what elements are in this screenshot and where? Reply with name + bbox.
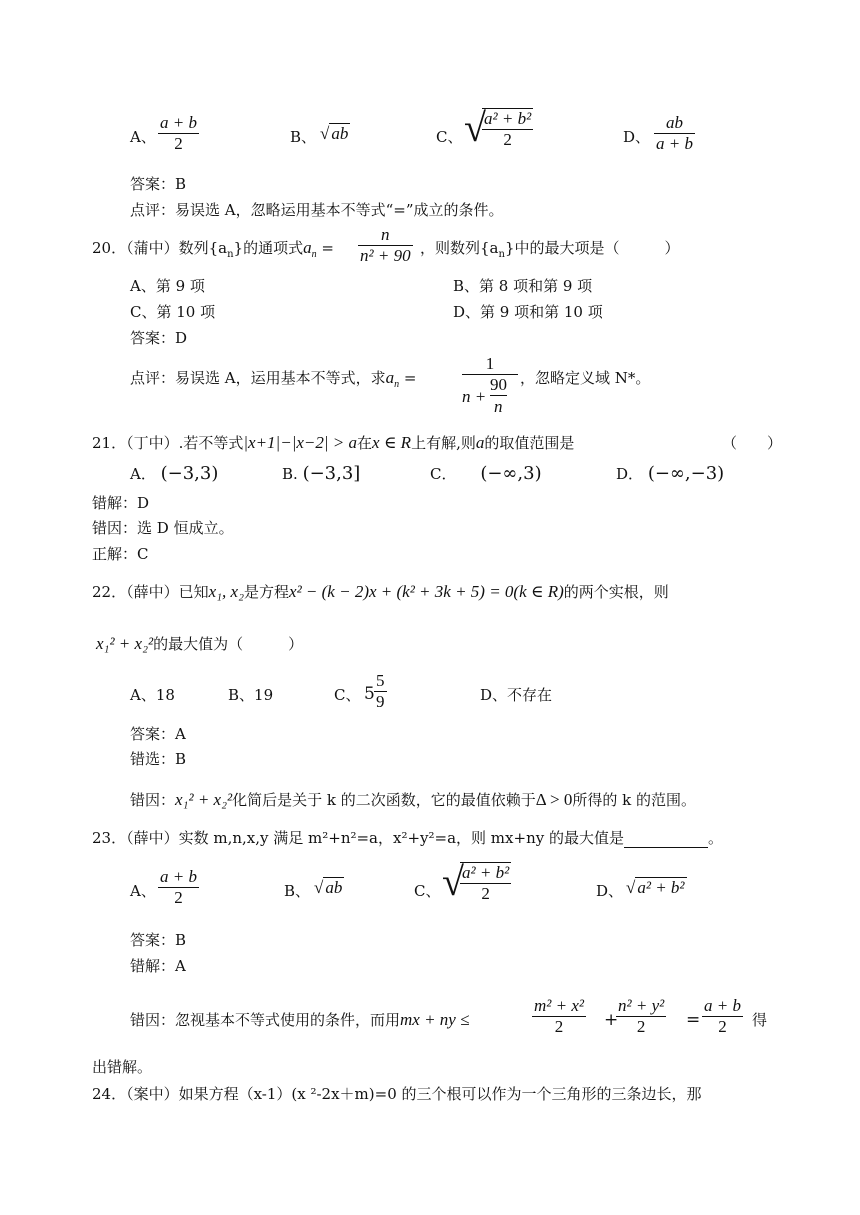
q20-stem [92, 238, 334, 265]
q20-option-b: B、第 8 项和第 9 项 [453, 277, 593, 295]
q22-equation: x² − (k − 2)x + (k² + 3k + 5) = 0(k ∈ R) [289, 582, 564, 601]
q23-option-b-label: B、 [284, 882, 311, 900]
q22-reason-expression: x₁² + x₂² [175, 790, 233, 809]
q21-stem-mid: 在 [357, 434, 373, 452]
q21-stem [92, 433, 574, 453]
q24-stem: 24．（案中）如果方程（x-1）(x ²-2x＋m)=0 的三个根可以作为一个三角形的三条边长，那 [92, 1085, 702, 1103]
fraction-numerator: a² + b² [462, 863, 510, 882]
q20-comment-fraction [462, 354, 518, 419]
fraction-denominator: 2 [174, 888, 183, 907]
q20-equals: = [316, 239, 334, 257]
q22-sum-of-squares: x₁² + x₂² [96, 634, 154, 653]
q20-stem-suffix [420, 238, 680, 265]
q23-option-b-sqrt: √ ab [314, 878, 343, 897]
q22-stem [92, 582, 669, 602]
q23-option-a-label: A、 [130, 882, 156, 900]
q20-a-symbol: a [303, 238, 312, 257]
q19-comment: 点评：易误选 A，忽略运用基本不等式“=”成立的条件。 [130, 201, 504, 219]
q23-wrong-answer: 错解：A [130, 957, 186, 975]
q22-reason-prefix: 错因： [130, 791, 176, 809]
q23-reason-fraction-2 [616, 996, 666, 1037]
q21-stem-suffix: 的取值范围是 [484, 434, 575, 452]
q23-reason-line2: 出错解。 [92, 1058, 153, 1076]
fraction-numerator: 5 [376, 671, 385, 690]
inner-numerator: 90 [490, 375, 507, 394]
q20-comment-a-symbol: a [385, 368, 395, 387]
q20-stem-prefix: 20．（蒲中）数列{a [92, 239, 228, 257]
radicand: ab [331, 124, 349, 143]
q21-option-c [430, 464, 542, 484]
q19-answer: 答案：B [130, 175, 187, 193]
subscript-n: n [227, 249, 234, 260]
subscript-n: n [498, 249, 505, 260]
q22-option-a: A、18 [130, 686, 175, 704]
option-label: C． [430, 465, 457, 483]
q22-option-c-whole: 5 [364, 684, 375, 704]
q22-answer: 答案：A [130, 725, 186, 743]
fraction-denominator: a + b [656, 134, 693, 153]
fraction-denominator: 2 [718, 1017, 727, 1036]
q19-option-d-label: D、 [623, 128, 651, 146]
q23-answer: 答案：B [130, 931, 187, 949]
q21-answer-paren: （ ） [722, 434, 783, 452]
q21-inequality: |x+1|−|x−2| > a [243, 433, 358, 452]
fraction-numerator: n² + y² [618, 996, 665, 1015]
q22-reason-mid: 化简后是关于 k 的二次函数，它的最值依赖于 [232, 791, 536, 809]
q19-option-a-fraction [158, 113, 199, 154]
q23-plus-sign: + [604, 1010, 619, 1030]
fraction-numerator: a + b [160, 867, 197, 886]
q21-option-b [282, 464, 360, 484]
q23-option-c-label: C、 [414, 882, 441, 900]
q22-option-c-fraction [374, 671, 387, 712]
option-value: (−3,3] [302, 463, 361, 484]
option-label: A． [130, 465, 156, 483]
q21-stem-mid-2: 上有解,则 [411, 434, 476, 452]
subscript-n: n [311, 249, 317, 260]
fraction-denominator: 9 [376, 692, 385, 711]
q23-reason-fraction-1 [532, 996, 586, 1037]
q23-option-d-label: D、 [596, 882, 624, 900]
q20-option-c: C、第 10 项 [130, 303, 216, 321]
fraction-numerator: a + b [704, 996, 741, 1015]
q19-option-c-radical-sign: √ [464, 105, 486, 150]
q22-stem-suffix: 的两个实根，则 [563, 583, 669, 601]
fraction-numerator: a² + b² [484, 109, 532, 128]
q19-option-c-label: C、 [436, 128, 463, 146]
fraction-denominator: n² + 90 [360, 246, 411, 265]
q22-option-b: B、19 [228, 686, 274, 704]
q20-stem-mid: }的通项式 [233, 239, 304, 257]
q20-formula-fraction [358, 225, 413, 266]
fraction-denominator [462, 375, 518, 419]
option-label: B. [282, 465, 298, 483]
q20-comment: 点评：易误选 A，运用基本不等式，求$a_n$ = [130, 368, 417, 390]
fraction-numerator: ab [665, 113, 683, 132]
q22-stem-line2-text: 的最大值为（ ） [153, 635, 304, 653]
fraction-denominator: 2 [481, 884, 490, 903]
option-label: D． [616, 465, 644, 483]
q21-stem-prefix: 21．（丁中）.若不等式 [92, 434, 244, 452]
q23-reason-prefix: 错因：忽视基本不等式使用的条件，而用 [130, 1011, 401, 1029]
q21-a-symbol: a [475, 433, 485, 452]
fraction-denominator: 2 [503, 130, 512, 149]
q22-wrong-pick: 错选：B [130, 750, 187, 768]
option-value: (−3,3) [160, 463, 219, 484]
option-value: (−∞,3) [480, 463, 542, 484]
fraction-denominator: 2 [174, 134, 183, 153]
q23-stem [92, 828, 723, 848]
q21-wrong-answer: 错解：D [92, 494, 150, 512]
fraction-numerator: a + b [160, 113, 197, 132]
q23-reason-suffix: 得 [752, 1011, 768, 1029]
q20-answer: 答案：D [130, 329, 188, 347]
q19-option-b-label: B、 [290, 128, 317, 146]
q23-option-c-fraction [460, 862, 511, 904]
answer-blank[interactable] [624, 833, 708, 848]
q23-reason-lhs: mx + ny ≤ [400, 1010, 470, 1029]
q23-stem-end: 。 [707, 829, 723, 847]
q23-option-c-radical-sign: √ [442, 859, 464, 904]
q23-option-d-sqrt: √ a² + b² [626, 878, 685, 897]
q23-wrong-reason [130, 1010, 469, 1030]
q23-reason-fraction-3 [702, 996, 743, 1037]
q21-correct-answer: 正解：C [92, 545, 149, 563]
q22-reason-suffix: 所得的 k 的范围。 [572, 791, 696, 809]
q20-comment-suffix: ，忽略定义域 N*。 [520, 369, 651, 387]
q20-comment-prefix: 点评：易误选 A，运用基本不等式，求 [130, 369, 386, 387]
q21-option-d [616, 464, 724, 484]
q23-stem-text: 23．（薛中）实数 m,n,x,y 满足 m²+n²=a，x²+y²=a，则 mx+ny 的最大值是 [92, 829, 624, 847]
q19-option-d-fraction [654, 113, 695, 154]
fraction-denominator: 2 [554, 1017, 564, 1036]
q22-wrong-reason [130, 790, 696, 810]
radicand: a² + b² [637, 878, 685, 897]
q21-wrong-reason: 错因：选 D 恒成立。 [92, 519, 234, 537]
q22-stem-prefix: 22．（薛中）已知 [92, 583, 209, 601]
q19-option-c-fraction [482, 108, 533, 150]
q20-option-a: A、第 9 项 [130, 277, 205, 295]
q23-option-a-fraction [158, 867, 199, 908]
inner-denominator: n [494, 397, 503, 416]
q19-option-b-sqrt: √ ab [320, 124, 349, 143]
q22-stem-line2 [96, 634, 303, 654]
fraction-numerator: 1 [485, 354, 495, 373]
q23-equals-sign: = [686, 1010, 701, 1030]
radicand: ab [325, 878, 343, 897]
q20-suffix-text-2: }中的最大项是（ ） [504, 239, 680, 257]
q20-option-d: D、第 9 项和第 10 项 [453, 303, 603, 321]
denominator-left: n + [462, 387, 487, 406]
q21-domain: x ∈ R [372, 433, 412, 452]
q22-discriminant: Δ > 0 [535, 790, 573, 809]
q19-option-a-label: A、 [130, 128, 156, 146]
q22-option-c-label: C、 [334, 686, 361, 704]
fraction-numerator: n [381, 225, 390, 244]
q22-option-d: D、不存在 [480, 686, 553, 704]
q22-roots: x₁, x₂ [208, 582, 245, 601]
fraction-numerator: m² + x² [534, 996, 584, 1015]
option-value: (−∞,−3) [647, 463, 725, 484]
q20-suffix-text: ，则数列{a [420, 239, 499, 257]
fraction-denominator: 2 [636, 1017, 646, 1036]
q21-option-a [130, 464, 218, 484]
q22-stem-mid: 是方程 [244, 583, 290, 601]
subscript-n: n [394, 379, 400, 390]
